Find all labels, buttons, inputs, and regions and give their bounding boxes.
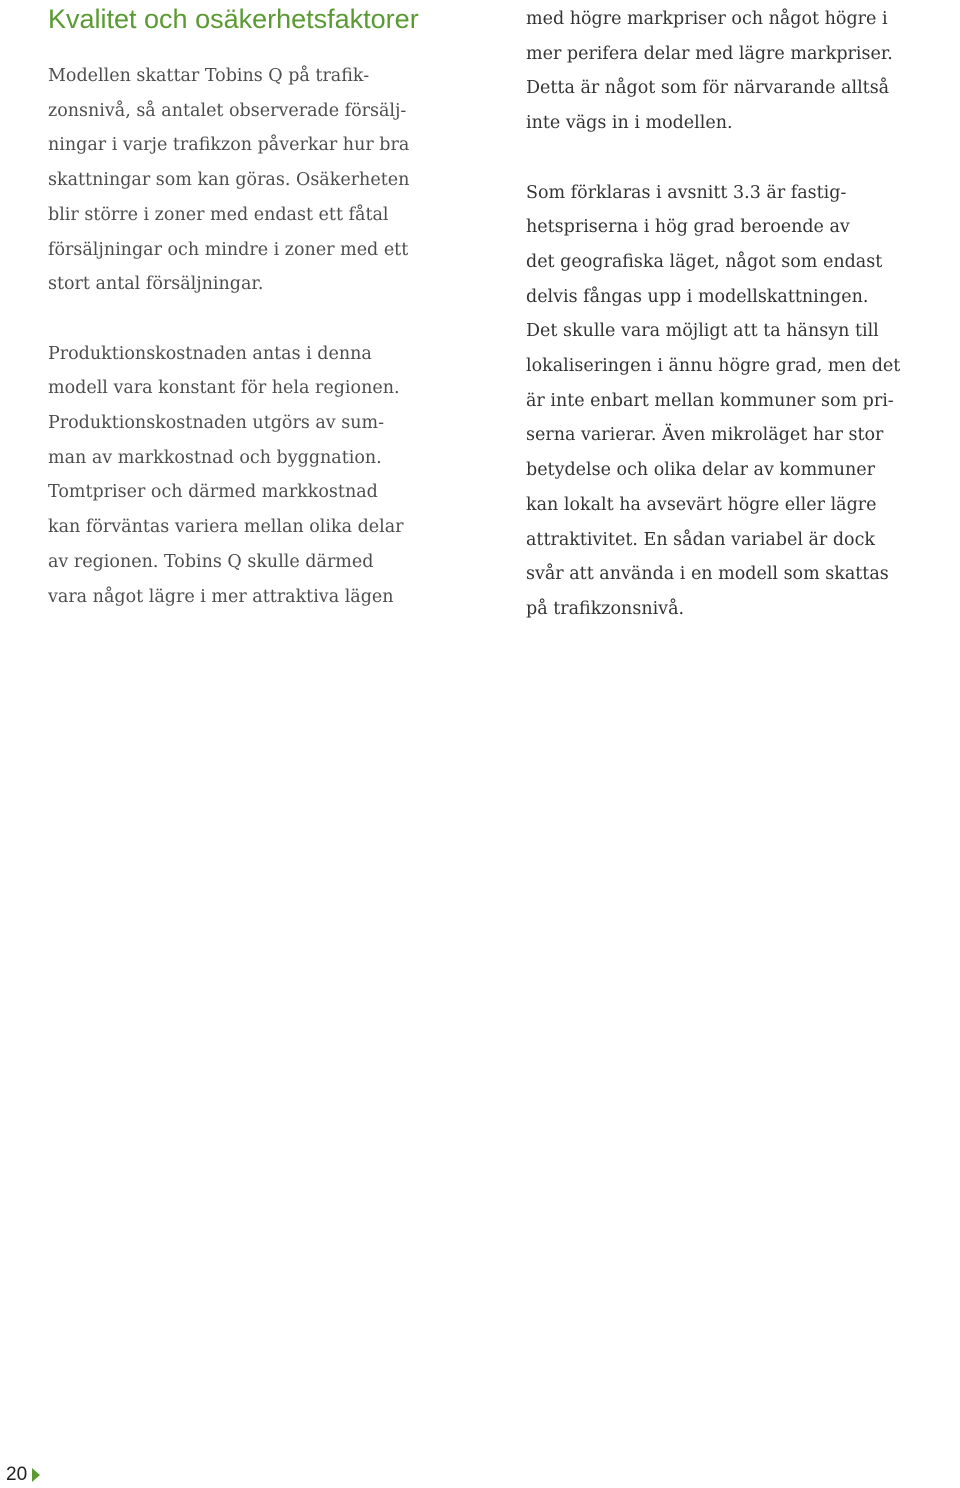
text-line: på trafikzonsnivå.	[526, 598, 685, 619]
triangle-right-icon	[32, 1468, 40, 1482]
text-line: zonsnivå, så antalet observerade försälj-	[48, 100, 407, 121]
text-line: lokaliseringen i ännu högre grad, men det	[526, 356, 901, 377]
text-line: attraktivitet. En sådan variabel är dock	[526, 529, 875, 550]
text-line: kan lokalt ha avsevärt högre eller lägre	[526, 494, 877, 515]
text-line: skattningar som kan göras. Osäkerheten	[48, 170, 410, 191]
text-line: det geografiska läget, något som endast	[526, 251, 883, 272]
text-line: Produktionskostnaden utgörs av sum-	[48, 413, 385, 434]
text-line: mer perifera delar med lägre markpriser.	[526, 43, 893, 64]
paragraph-geography	[526, 176, 958, 627]
text-line: svår att använda i en modell som skattas	[526, 564, 889, 585]
text-line: blir större i zoner med endast ett fåtal	[48, 204, 389, 225]
text-line: Tomtpriser och därmed markkostnad	[48, 482, 378, 503]
paragraph-uncertainty	[48, 59, 468, 302]
right-column	[526, 2, 958, 627]
text-line: inte vägs in i modellen.	[526, 113, 733, 134]
page-footer	[6, 1462, 40, 1488]
text-line: Det skulle vara möjligt att ta hänsyn till	[526, 321, 879, 342]
text-line: är inte enbart mellan kommuner som pri-	[526, 390, 894, 411]
text-line: delvis fångas upp i modellskattningen.	[526, 286, 869, 307]
text-line: ningar i varje trafikzon påverkar hur bra	[48, 135, 410, 156]
text-line: modell vara konstant för hela regionen.	[48, 378, 400, 399]
text-line: kan förväntas variera mellan olika delar	[48, 517, 404, 538]
text-line: vara något lägre i mer attraktiva lägen	[48, 586, 394, 607]
text-line: med högre markpriser och något högre i	[526, 9, 888, 29]
left-column	[48, 59, 468, 614]
page-number: 20	[6, 1464, 28, 1485]
section-heading: Kvalitet och osäkerhetsfaktorer	[48, 4, 419, 34]
paragraph-continuation	[526, 2, 958, 141]
text-line: av regionen. Tobins Q skulle därmed	[48, 551, 374, 572]
paragraph-spacer	[526, 141, 958, 176]
text-line: serna varierar. Även mikroläget har stor	[526, 425, 884, 446]
text-line: Detta är något som för närvarande alltså	[526, 78, 890, 99]
paragraph-production-cost	[48, 337, 468, 615]
text-line: Modellen skattar Tobins Q på trafik-	[48, 66, 370, 86]
text-line: Produktionskostnaden antas i denna	[48, 343, 372, 364]
text-line: betydelse och olika delar av kommuner	[526, 460, 876, 481]
text-line: man av markkostnad och byggnation.	[48, 447, 382, 468]
paragraph-spacer	[48, 302, 468, 337]
text-line: försäljningar och mindre i zoner med ett	[48, 239, 409, 260]
text-line: Som förklaras i avsnitt 3.3 är fastig-	[526, 182, 847, 203]
text-line: stort antal försäljningar.	[48, 274, 264, 295]
text-line: hetspriserna i hög grad beroende av	[526, 217, 850, 238]
